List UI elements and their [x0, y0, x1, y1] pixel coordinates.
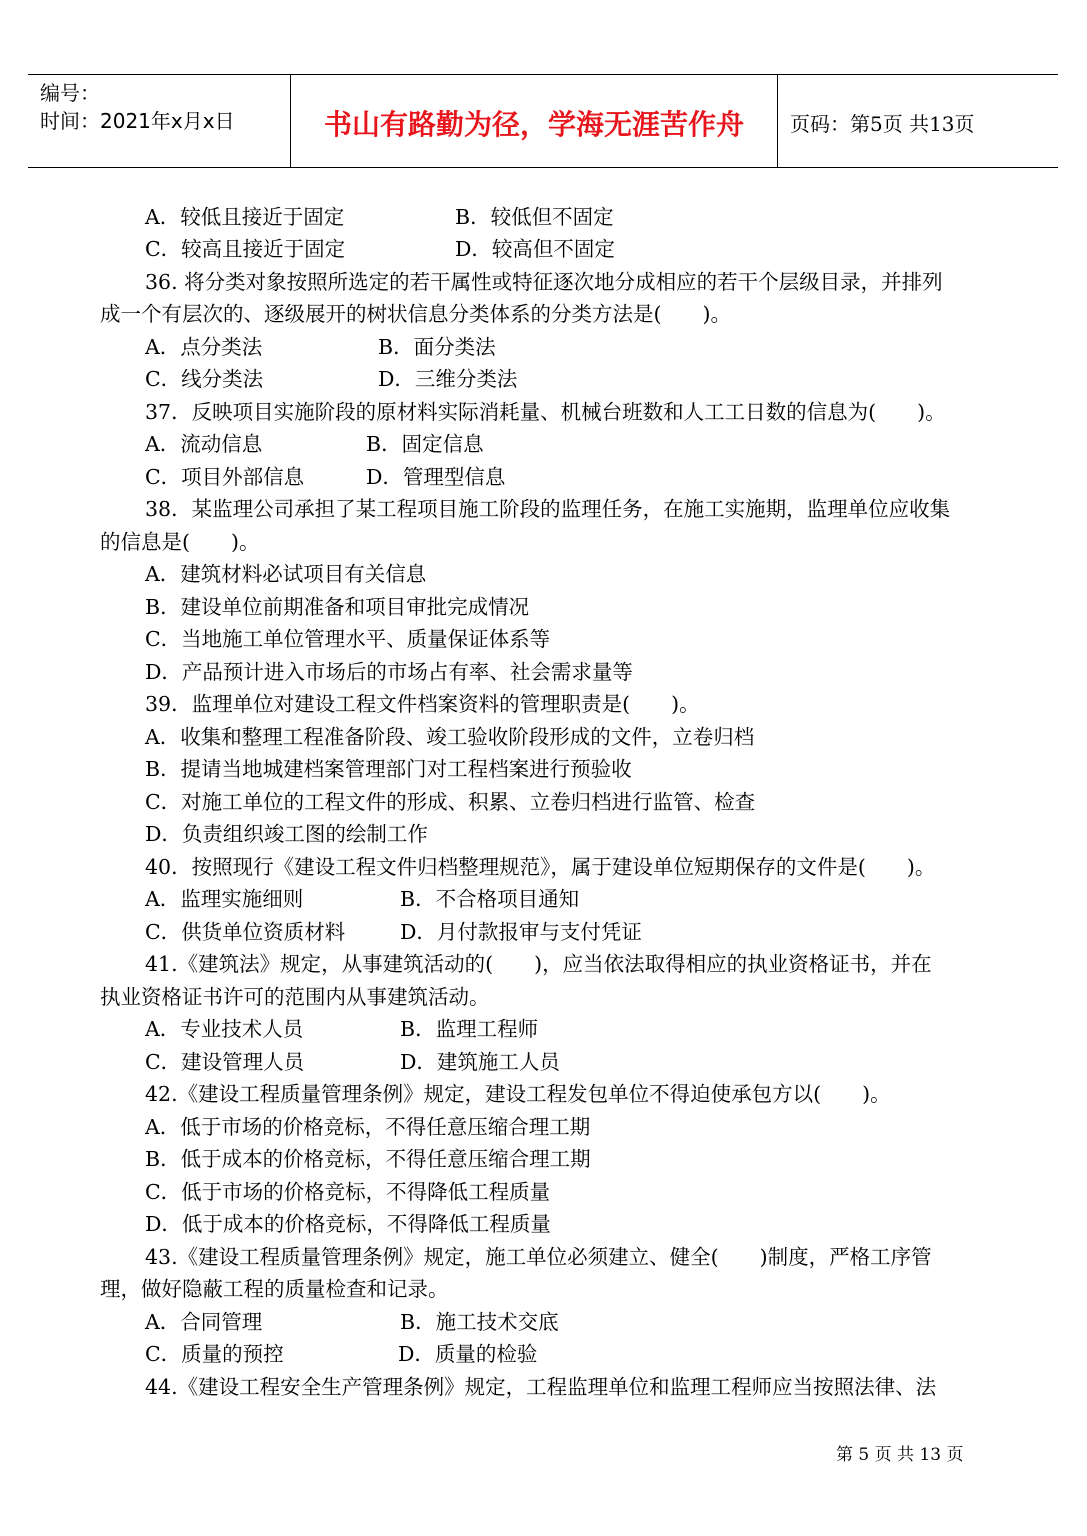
option-b: D．质量的检验: [398, 1342, 538, 1366]
header-motto-cell: [291, 75, 778, 167]
option-row: [145, 200, 614, 230]
option-b: B．施工技术交底: [400, 1310, 559, 1334]
option-row: [145, 1045, 560, 1075]
option-b: B．监理工程师: [400, 1017, 539, 1041]
option-row: [145, 882, 580, 912]
option-row: [145, 1337, 538, 1367]
text-line: 成一个有层次的、逐级展开的树状信息分类体系的分类方法是( )。: [100, 302, 731, 326]
option-row: [145, 362, 518, 392]
option-a: A．专业技术人员: [145, 1017, 304, 1041]
text-line: A．收集和整理工程准备阶段、竣工验收阶段形成的文件，立卷归档: [145, 725, 755, 749]
text-line: C．当地施工单位管理水平、质量保证体系等: [145, 627, 551, 651]
option-row: [145, 915, 642, 945]
text-line: 40．按照现行《建设工程文件归档整理规范》，属于建设单位短期保存的文件是( )。: [145, 855, 936, 879]
text-line: A．建筑材料必试项目有关信息: [145, 562, 427, 586]
text-line: C．低于市场的价格竞标，不得降低工程质量: [145, 1180, 551, 1204]
header-left-cell: [28, 75, 291, 167]
time-label: 时间：2021年x月x日: [40, 109, 235, 133]
option-a: A．点分类法: [145, 335, 263, 359]
text-line: 39．监理单位对建设工程文件档案资料的管理职责是( )。: [145, 692, 700, 716]
text-line: 42.《建设工程质量管理条例》规定，建设工程发包单位不得迫使承包方以( )。: [145, 1082, 891, 1106]
option-b: B．较低但不固定: [455, 205, 614, 229]
text-line: D．负责组织竣工图的绘制工作: [145, 822, 428, 846]
text-line: 的信息是( )。: [100, 530, 260, 554]
text-line: 38．某监理公司承担了某工程项目施工阶段的监理任务，在施工实施期，监理单位应收集: [145, 497, 951, 521]
option-a: C．项目外部信息: [145, 465, 305, 489]
option-b: D．三维分类法: [378, 367, 518, 391]
option-row: [145, 1305, 559, 1335]
option-b: B．固定信息: [366, 432, 484, 456]
option-a: C．建设管理人员: [145, 1050, 305, 1074]
option-row: [145, 427, 484, 457]
option-row: [145, 232, 615, 262]
option-b: B．不合格项目通知: [400, 887, 580, 911]
text-line: 44.《建设工程安全生产管理条例》规定，工程监理单位和监理工程师应当按照法律、法: [145, 1375, 937, 1399]
option-b: D．建筑施工人员: [400, 1050, 560, 1074]
text-line: 37．反映项目实施阶段的原材料实际消耗量、机械台班数和人工工日数的信息为( )。: [145, 400, 946, 424]
option-a: A．监理实施细则: [145, 887, 304, 911]
page-info: 页码：第5页 共13页: [790, 112, 975, 136]
text-line: C．对施工单位的工程文件的形成、积累、立卷归档进行监管、检查: [145, 790, 756, 814]
option-row: [145, 1012, 539, 1042]
text-line: 执业资格证书许可的范围内从事建筑活动。: [100, 985, 490, 1009]
page-header: [28, 74, 1058, 168]
text-line: 36. 将分类对象按照所选定的若干属性或特征逐次地分成相应的若干个层级目录，并排列: [145, 270, 943, 294]
option-b: D．较高但不固定: [455, 237, 615, 261]
option-a: C．线分类法: [145, 367, 264, 391]
option-b: B．面分类法: [378, 335, 496, 359]
text-line: 理，做好隐蔽工程的质量检查和记录。: [100, 1277, 449, 1301]
text-line: 43.《建设工程质量管理条例》规定，施工单位必须建立、健全( )制度，严格工序管: [145, 1245, 932, 1269]
text-line: B．提请当地城建档案管理部门对工程档案进行预验收: [145, 757, 632, 781]
option-a: C．质量的预控: [145, 1342, 284, 1366]
option-a: C．较高且接近于固定: [145, 237, 346, 261]
option-a: A．较低且接近于固定: [145, 205, 345, 229]
text-line: D．产品预计进入市场后的市场占有率、社会需求量等: [145, 660, 633, 684]
serial-label: 编号：: [40, 81, 100, 105]
option-b: D．管理型信息: [366, 465, 506, 489]
option-row: [145, 330, 496, 360]
option-b: D．月付款报审与支付凭证: [400, 920, 642, 944]
text-line: 41.《建筑法》规定，从事建筑活动的( )，应当依法取得相应的执业资格证书，并在: [145, 952, 932, 976]
option-a: A．流动信息: [145, 432, 263, 456]
text-line: B．建设单位前期准备和项目审批完成情况: [145, 595, 530, 619]
text-line: D．低于成本的价格竞标，不得降低工程质量: [145, 1212, 551, 1236]
page-footer: 第 5 页 共 13 页: [836, 1445, 964, 1465]
text-line: A．低于市场的价格竞标，不得任意压缩合理工期: [145, 1115, 591, 1139]
header-right-cell: [778, 75, 1058, 167]
option-a: C．供货单位资质材料: [145, 920, 346, 944]
motto: 书山有路勤为径，学海无涯苦作舟: [323, 108, 744, 141]
text-line: B．低于成本的价格竞标，不得任意压缩合理工期: [145, 1147, 591, 1171]
option-row: [145, 460, 506, 490]
option-a: A．合同管理: [145, 1310, 263, 1334]
